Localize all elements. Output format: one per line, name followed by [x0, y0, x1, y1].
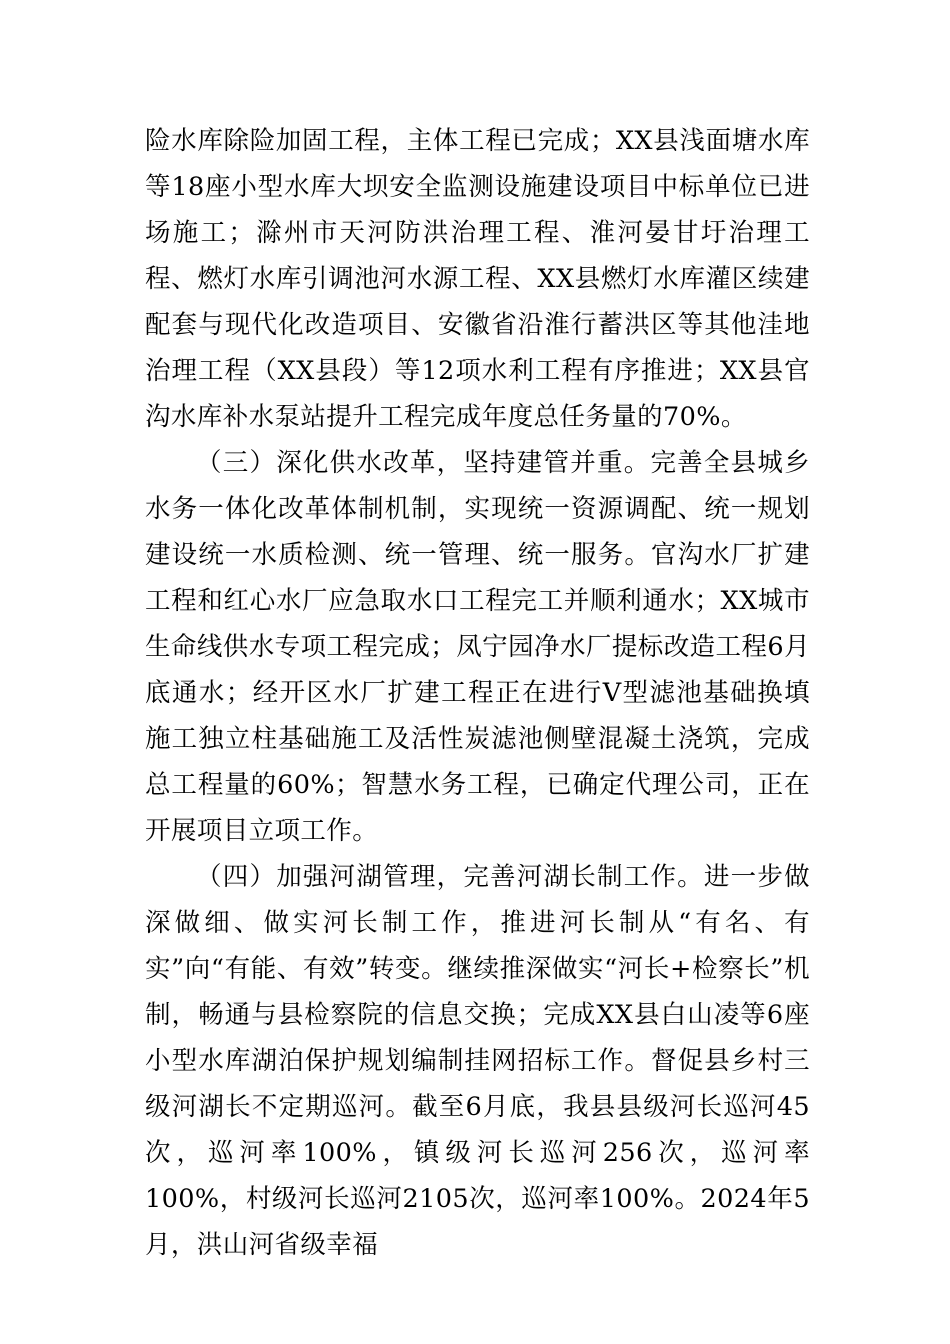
paragraph-river-lake-management: （四）加强河湖管理，完善河湖长制工作。进一步做深做细、做实河长制工作，推进河长制从“有名、有实”向“有能、有效”转变。继续推深做实“河长+检察长”机制，畅通与县检察院的信息交换；完成XX县白山凌等6座小型水库湖泊保护规划编制挂网招标工作。督促县乡村三级河湖长不定期巡河。截至6月底，我县县级河长巡河45次，巡河率100%，镇级河长巡河256次，巡河率100%，村级河长巡河2105次，巡河率100%。2024年5月，洪山河省级幸福	[145, 862, 810, 1260]
paragraph-continued: 险水库除险加固工程，主体工程已完成；XX县浅面塘水库等18座小型水库大坝安全监测设施建设项目中标单位已进场施工；滁州市天河防洪治理工程、淮河晏甘圩治理工程、燃灯水库引调池河水源工程、XX县燃灯水库灌区续建配套与现代化改造项目、安徽省沿淮行蓄洪区等其他洼地治理工程（XX县段）等12项水利工程有序推进；XX县官沟水库补水泵站提升工程完成年度总任务量的70%。	[145, 126, 810, 432]
document-body	[145, 118, 810, 1268]
paragraph-water-supply-reform: （三）深化供水改革，坚持建管并重。完善全县城乡水务一体化改革体制机制，实现统一资源调配、统一规划建设统一水质检测、统一管理、统一服务。官沟水厂扩建工程和红心水厂应急取水口工程完工并顺利通水；XX城市生命线供水专项工程完成；凤宁园净水厂提标改造工程6月底通水；经开区水厂扩建工程正在进行V型滤池基础换填施工独立柱基础施工及活性炭滤池侧壁混凝土浇筑，完成总工程量的60%；智慧水务工程，已确定代理公司，正在开展项目立项工作。	[145, 448, 810, 846]
